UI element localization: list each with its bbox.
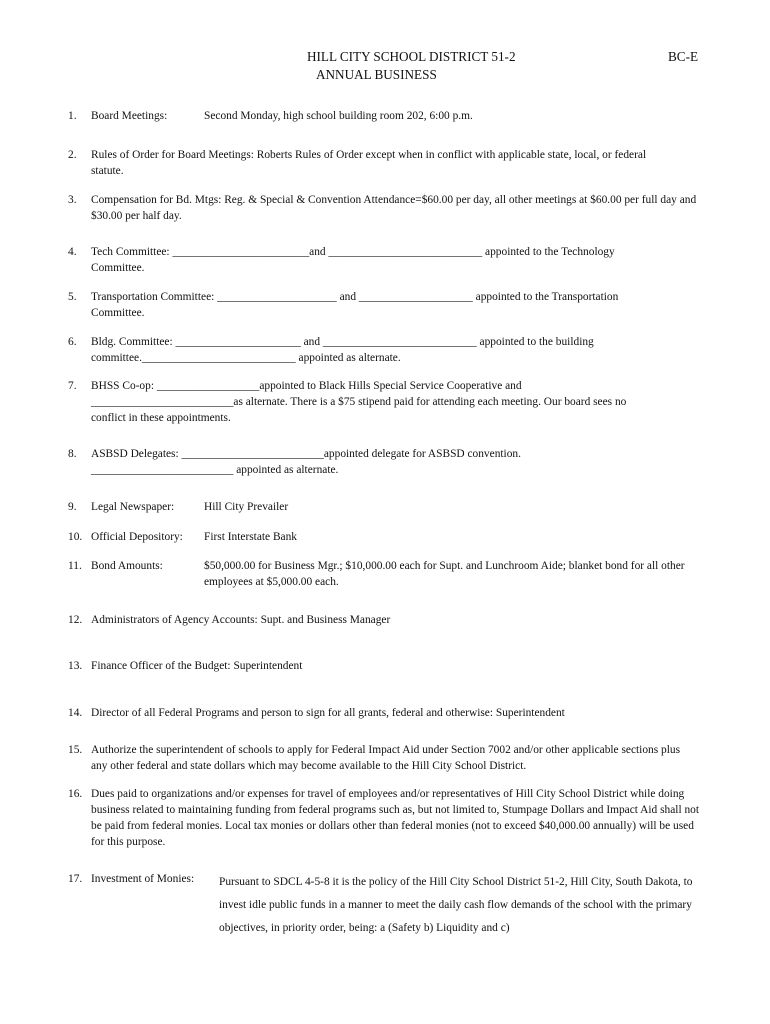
item-label: Official Depository: bbox=[91, 531, 183, 543]
item-number: 10. bbox=[68, 531, 83, 543]
item-line: BHSS Co-op: __________________appointed to Black Hills Special Service Cooperative and bbox=[91, 380, 522, 392]
item-number: 13. bbox=[68, 660, 83, 672]
item-label: Bond Amounts: bbox=[91, 560, 163, 572]
item-text: Finance Officer of the Budget: Superintendent bbox=[91, 660, 303, 672]
item-text: Compensation for Bd. Mtgs: Reg. & Special & Convention Attendance=$60.00 per day, all other meetings at $60.00 per full day and $30.00 per half day. bbox=[91, 194, 697, 222]
item-line: Committee. bbox=[91, 307, 145, 319]
item-text: Rules of Order for Board Meetings: Roberts Rules of Order except when in conflict with applicable state, local, or federal statute. bbox=[91, 149, 647, 177]
item-number: 2. bbox=[68, 149, 77, 161]
item-number: 15. bbox=[68, 744, 83, 756]
item-number: 6. bbox=[68, 336, 77, 348]
item-line: ASBSD Delegates: _________________________appointed delegate for ASBSD convention. bbox=[91, 448, 521, 460]
item-number: 16. bbox=[68, 788, 83, 800]
item-number: 1. bbox=[68, 110, 77, 122]
item-number: 17. bbox=[68, 873, 83, 885]
item-text: Administrators of Agency Accounts: Supt. and Business Manager bbox=[91, 614, 391, 626]
item-number: 14. bbox=[68, 707, 83, 719]
item-line: Bldg. Committee: ______________________ and ___________________________ appointed to the building bbox=[91, 336, 594, 348]
document-title: HILL CITY SCHOOL DISTRICT 51-2 bbox=[307, 49, 516, 64]
item-line: committee.___________________________ appointed as alternate. bbox=[91, 352, 401, 364]
item-line: conflict in these appointments. bbox=[91, 412, 231, 424]
document-subtitle: ANNUAL BUSINESS bbox=[316, 67, 437, 82]
item-number: 7. bbox=[68, 380, 77, 392]
item-line: Committee. bbox=[91, 262, 145, 274]
item-text: $50,000.00 for Business Mgr.; $10,000.00 each for Supt. and Lunchroom Aide; blanket bond for all other employees at $5,000.00 each. bbox=[204, 560, 685, 588]
item-number: 12. bbox=[68, 614, 83, 626]
policy-code: BC-E bbox=[668, 49, 699, 64]
item-number: 8. bbox=[68, 448, 77, 460]
item-label: Investment of Monies: bbox=[91, 873, 195, 885]
item-text: Dues paid to organizations and/or expenses for travel of employees and/or representatives of Hill City School District while doing business related to maintaining funding from federal programs such as, but not limited to, Stumpage Dollars and Impact Aid shall not be paid from federal monies. Local tax monies or dollars other than federal monies (not to exceed $40,000.00 annually) will be used for this purpose. bbox=[91, 788, 700, 848]
item-text: Second Monday, high school building room 202, 6:00 p.m. bbox=[204, 110, 473, 122]
item-line: _________________________as alternate. There is a $75 stipend paid for attending each meeting. Our board sees no bbox=[91, 396, 627, 408]
item-number: 11. bbox=[68, 560, 82, 572]
item-label: Board Meetings: bbox=[91, 110, 168, 122]
item-number: 4. bbox=[68, 246, 77, 258]
item-text: Hill City Prevailer bbox=[204, 501, 289, 513]
item-number: 5. bbox=[68, 291, 77, 303]
item-label: Legal Newspaper: bbox=[91, 501, 175, 513]
item-text: Pursuant to SDCL 4-5-8 it is the policy of the Hill City School District 51-2, Hill City, South Dakota, to invest idle public funds in a manner to meet the daily cash flow demands of the school with the primary objectives, in priority order, being: a (Safety b) Liquidity and c) bbox=[219, 876, 693, 934]
item-line: Transportation Committee: _____________________ and ____________________ appointed to the Transportation bbox=[91, 291, 619, 303]
item-text: First Interstate Bank bbox=[204, 531, 298, 543]
item-line: _________________________ appointed as alternate. bbox=[91, 464, 339, 476]
item-line: Tech Committee: ________________________and ___________________________ appointed to the Technology bbox=[91, 246, 615, 258]
item-number: 9. bbox=[68, 501, 77, 513]
item-text: Authorize the superintendent of schools to apply for Federal Impact Aid under Section 7002 and/or other applicable sections plus any other federal and state dollars which may become available to the Hill City School District. bbox=[91, 744, 680, 772]
item-text: Director of all Federal Programs and person to sign for all grants, federal and otherwise: Superintendent bbox=[91, 707, 565, 719]
item-number: 3. bbox=[68, 194, 77, 206]
